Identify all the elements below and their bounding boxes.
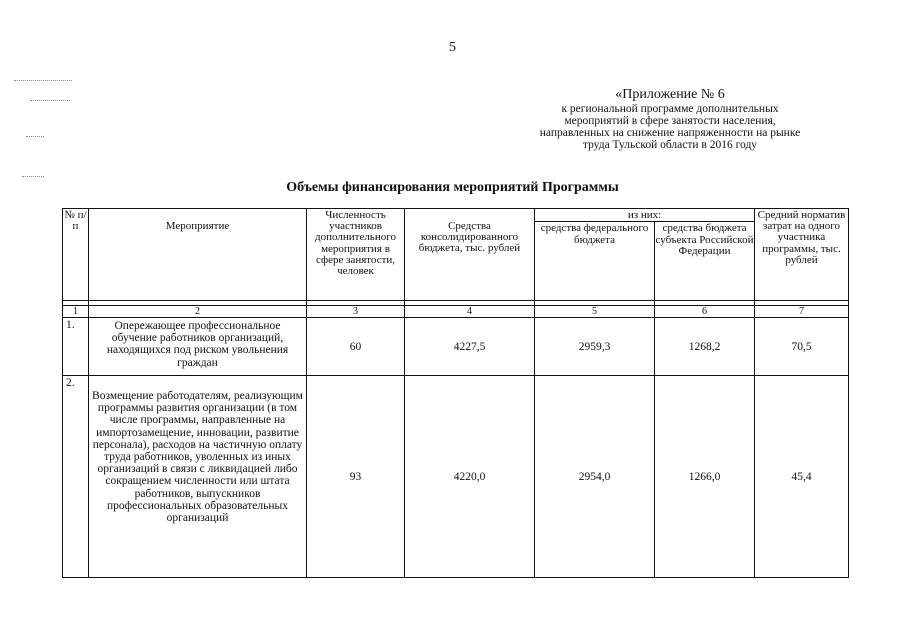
scan-artifact [22, 176, 44, 177]
table-row [63, 318, 849, 376]
column-number: 6 [655, 306, 755, 318]
row-regional: 1268,2 [655, 318, 755, 376]
financing-table [62, 208, 849, 578]
appendix-header [520, 88, 820, 151]
row-activity: Возмещение работодателям, реализующим программы развития организации (в том числе программы, направленные на импортозамещение, инновации, развитие персонала), расходов на частичную оплату труда работников, уволенных из иных организаций в связи с ликвидацией либо сокращением численности или штата работников, выпускников профессиональных образовательных организаций [89, 376, 307, 578]
header-federal: средства федерального бюджета [535, 222, 655, 301]
document-title: Объемы финансирования мероприятий Программы [286, 180, 619, 195]
scan-artifact [14, 80, 72, 81]
row-activity: Опережающее профессиональное обучение работников организаций, находящихся под риском увольнения граждан [89, 318, 307, 376]
appendix-line: к региональной программе дополнительных [561, 102, 779, 115]
header-average: Средний норматив затрат на одного участника программы, тыс. рублей [755, 209, 849, 301]
column-number: 1 [63, 306, 89, 318]
header-activity: Мероприятие [89, 209, 307, 301]
column-number: 2 [89, 306, 307, 318]
row-federal: 2959,3 [535, 318, 655, 376]
header-participants: Численность участников дополнительного мероприятия в сфере занятости, человек [307, 209, 405, 301]
row-participants: 93 [307, 376, 405, 578]
column-number: 7 [755, 306, 849, 318]
row-average: 45,4 [755, 376, 849, 578]
row-average: 70,5 [755, 318, 849, 376]
column-number: 5 [535, 306, 655, 318]
header-consolidated: Средства консолидированного бюджета, тыс. рублей [405, 209, 535, 301]
column-number: 4 [405, 306, 535, 318]
header-num: № п/ п [63, 209, 89, 301]
page-number: 5 [449, 40, 456, 55]
appendix-title: «Приложение № 6 [615, 87, 725, 102]
scan-artifact [30, 100, 70, 101]
column-number: 3 [307, 306, 405, 318]
column-numbers-row [63, 306, 849, 318]
row-participants: 60 [307, 318, 405, 376]
row-consolidated: 4220,0 [405, 376, 535, 578]
appendix-line: труда Тульской области в 2016 году [582, 138, 758, 151]
row-number: 1. [63, 318, 89, 376]
header-of-which: из них: [535, 209, 755, 222]
table-row [63, 376, 849, 578]
scan-artifact [26, 136, 44, 137]
row-consolidated: 4227,5 [405, 318, 535, 376]
header-regional: средства бюджета субъекта Российской Федерации [655, 222, 755, 301]
row-number: 2. [63, 376, 89, 578]
row-regional: 1266,0 [655, 376, 755, 578]
appendix-line: мероприятий в сфере занятости населения, [564, 114, 776, 127]
row-federal: 2954,0 [535, 376, 655, 578]
appendix-line: направленных на снижение напряженности на рынке [539, 126, 801, 139]
